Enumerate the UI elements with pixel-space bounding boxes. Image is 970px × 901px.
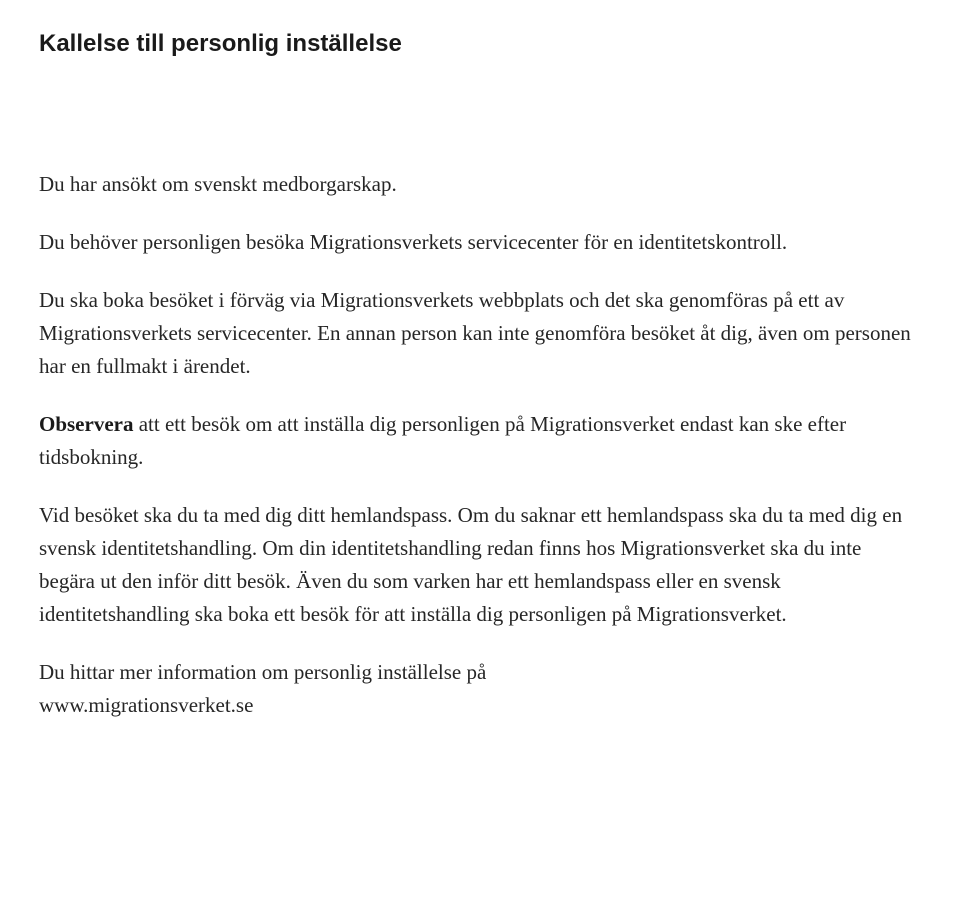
note-text: att ett besök om att inställa dig personligen på Migrationsverket endast kan ske efter tidsbokning. [39, 412, 847, 469]
note-bold-label: Observera [39, 412, 134, 436]
website-url: www.migrationsverket.se [39, 693, 254, 717]
paragraph-booking: Du ska boka besöket i förväg via Migrationsverkets webbplats och det ska genomföras på ett av Migrationsverkets servicecenter. En annan person kan inte genomföra besöket åt dig, även om personen har en fullmakt i ärendet. [39, 288, 911, 378]
more-info-text: Du hittar mer information om personlig inställelse på [39, 660, 487, 684]
document-title: Kallelse till personlig inställelse [39, 30, 402, 57]
paragraph-note [39, 408, 919, 474]
paragraph-identity-check: Du behöver personligen besöka Migrationsverkets servicecenter för en identitetskontroll. [39, 230, 788, 254]
paragraph-documents: Vid besöket ska du ta med dig ditt hemlandspass. Om du saknar ett hemlandspass ska du ta med dig en svensk identitetshandling. Om din identitetshandling redan finns hos Migrationsverket ska du inte begära ut den inför ditt besök. Även du som varken har ett hemlandspass eller en svensk identitetshandling ska boka ett besök för att inställa dig personligen på Migrationsverket. [39, 503, 903, 626]
letter-body [39, 168, 929, 747]
paragraph-application: Du har ansökt om svenskt medborgarskap. [39, 172, 397, 196]
letter-header [39, 28, 919, 60]
paragraph-more-info [39, 656, 929, 722]
